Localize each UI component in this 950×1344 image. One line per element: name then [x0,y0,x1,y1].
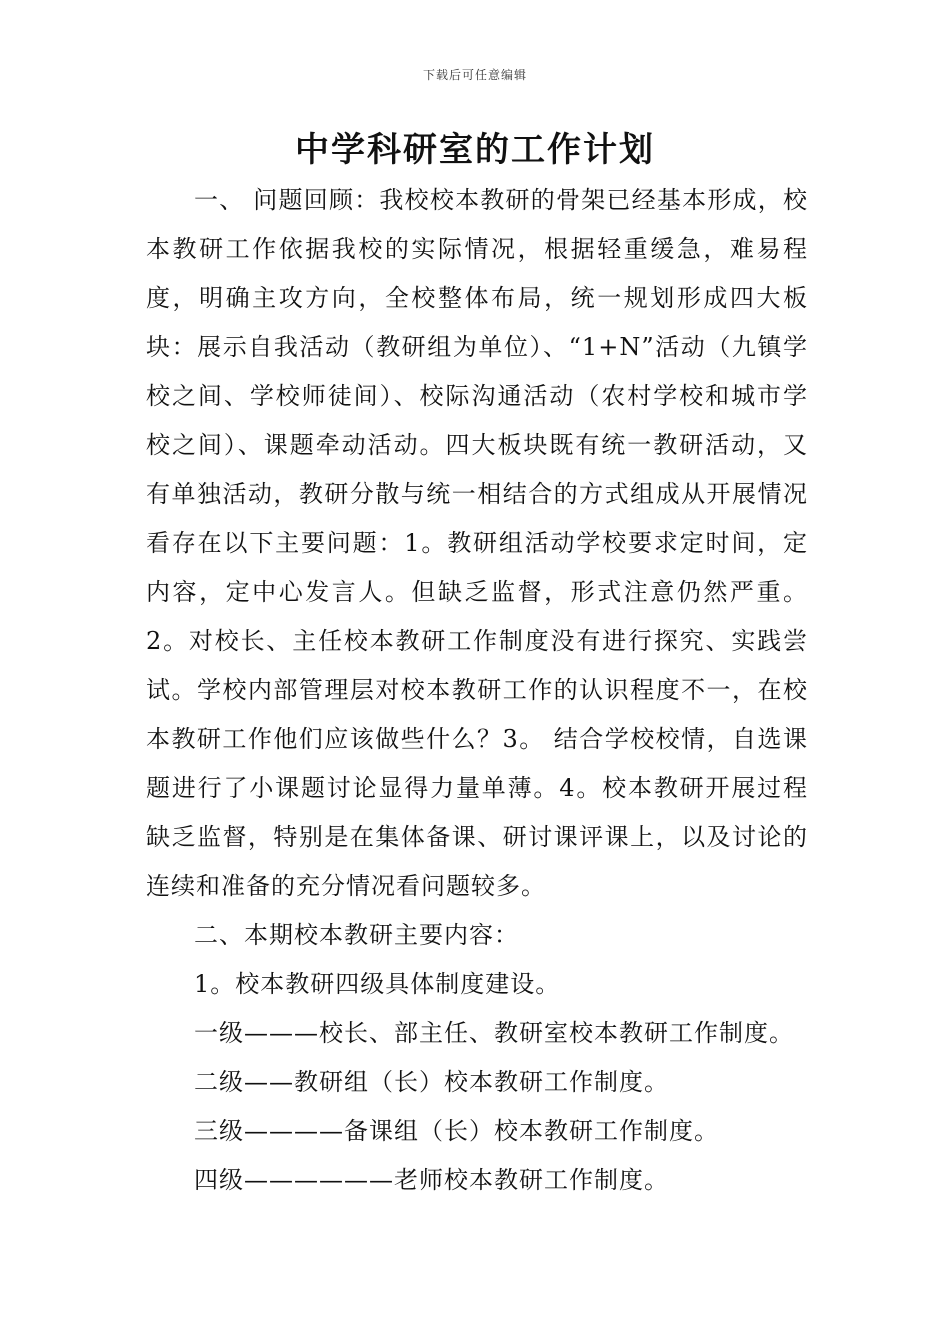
document-body [146,176,808,1205]
paragraph-level-four: 四级——————老师校本教研工作制度。 [194,1166,669,1194]
header-note: 下载后可任意编辑 [422,68,527,82]
paragraph-item-one: 1。校本教研四级具体制度建设。 [194,970,561,998]
paragraph-problem-review: 一、 问题回顾：我校校本教研的骨架已经基本形成，校本教研工作依据我校的实际情况，根据轻重缓急，难易程度，明确主攻方向，全校整体布局，统一规划形成四大板块：展示自我活动（教研组为单位）、“1+N”活动（九镇学校之间、学校师徒间）、校际沟通活动（农村学校和城市学校之间）、课题牵动活动。四大板块既有统一教研活动，又有单独活动，教研分散与统一相结合的方式组成从开展情况看存在以下主要问题：1。教研组活动学校要求定时间，定内容，定中心发言人。但缺乏监督，形式注意仍然严重。2。对校长、主任校本教研工作制度没有进行探究、实践尝试。学校内部管理层对校本教研工作的认识程度不一，在校本教研工作他们应该做些什么？3。 结合学校校情，自选课题进行了小课题讨论显得力量单薄。4。校本教研开展过程缺乏监督，特别是在集体备课、研讨课评课上，以及讨论的连续和准备的充分情况看问题较多。 [146,186,808,900]
paragraph-section-two-heading: 二、本期校本教研主要内容： [194,921,519,949]
document-title: 中学科研室的工作计划 [295,130,655,170]
paragraph-level-two: 二级——教研组（长）校本教研工作制度。 [194,1068,669,1096]
paragraph-level-three: 三级————备课组（长）校本教研工作制度。 [194,1117,719,1145]
paragraph-level-one: 一级———校长、部主任、教研室校本教研工作制度。 [194,1019,794,1047]
